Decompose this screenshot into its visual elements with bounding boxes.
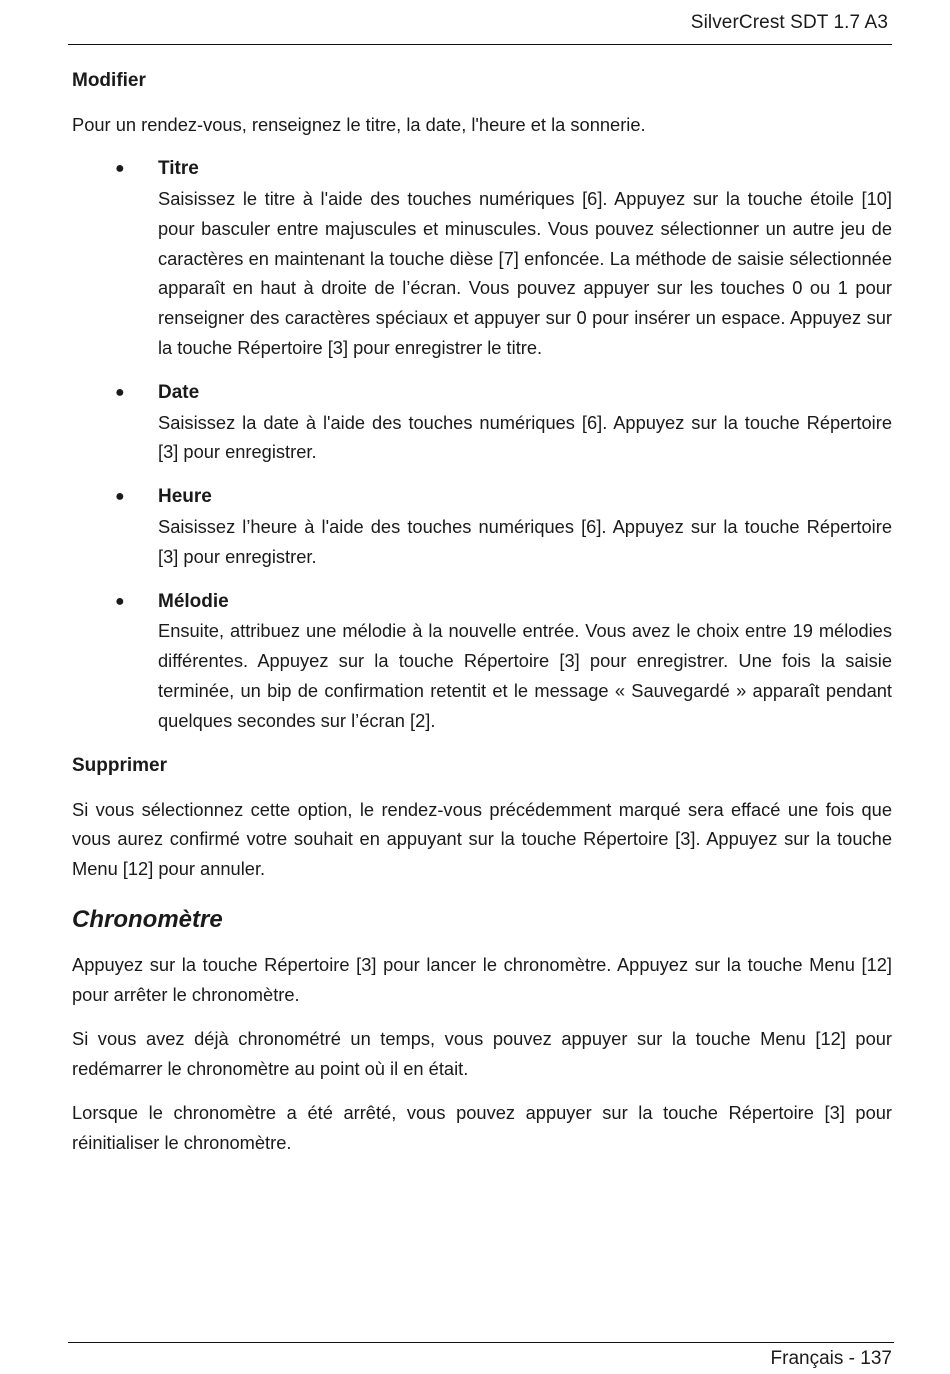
bullet-text: Saisissez la date à l'aide des touches numériques [6]. Appuyez sur la touche Répertoire [3] pour enregistrer. xyxy=(158,411,892,463)
chronometre-paragraph: Si vous avez déjà chronométré un temps, vous pouvez appuyer sur la touche Menu [12] pour redémarrer le chronomètre au point où il en était. xyxy=(72,1028,892,1079)
bullet-item-melodie xyxy=(72,587,892,736)
page-content xyxy=(72,66,892,1172)
bullet-title: Date xyxy=(158,381,200,403)
modifier-heading: Modifier xyxy=(72,70,146,91)
chronometre-paragraph: Appuyez sur la touche Répertoire [3] pour lancer le chronomètre. Appuyez sur la touche Menu [12] pour arrêter le chronomètre. xyxy=(72,954,892,1005)
page-footer-label: Français - 137 xyxy=(770,1348,892,1369)
bullet-icon: ● xyxy=(115,160,125,178)
footer-divider xyxy=(68,1342,894,1343)
page-header-title: SilverCrest SDT 1.7 A3 xyxy=(690,12,888,33)
bullet-text: Saisissez le titre à l'aide des touches numériques [6]. Appuyez sur la touche étoile [10] pour basculer entre majuscules et minuscules. Vous pouvez sélectionner un autre jeu de caractères en maintenant la touche dièse [7] enfoncée. La méthode de saisie sélectionnée apparaît en haut à droite de l’écran. Vous pouvez appuyer sur les touches 0 ou 1 pour renseigner des caractères spéciaux et appuyer sur 0 pour insérer un espace. Appuyez sur la touche Répertoire [3] pour enregistrer le titre. xyxy=(158,188,892,359)
bullet-icon: ● xyxy=(115,592,125,610)
chronometre-heading: Chronomètre xyxy=(72,906,223,934)
bullet-item-heure xyxy=(72,482,892,571)
bullet-text: Ensuite, attribuez une mélodie à la nouvelle entrée. Vous avez le choix entre 19 mélodies différentes. Appuyez sur la touche Répertoire [3] pour enregistrer. Une fois la saisie terminée, un bip de confirmation retentit et le message « Sauvegardé » apparaît pendant quelques secondes sur l’écran [2]. xyxy=(158,620,892,731)
bullet-title: Titre xyxy=(158,158,199,180)
modifier-intro: Pour un rendez-vous, renseignez le titre, la date, l'heure et la sonnerie. xyxy=(72,114,646,135)
chronometre-paragraph: Lorsque le chronomètre a été arrêté, vous pouvez appuyer sur la touche Répertoire [3] pour réinitialiser le chronomètre. xyxy=(72,1102,892,1154)
bullet-item-date xyxy=(72,378,892,467)
bullet-title: Mélodie xyxy=(158,590,229,612)
bullet-item-titre xyxy=(72,154,892,363)
header-divider xyxy=(68,44,892,45)
supprimer-text: Si vous sélectionnez cette option, le rendez-vous précédemment marqué sera effacé une fois que vous aurez confirmé votre souhait en appuyant sur la touche Répertoire [3]. Appuyez sur la touche Menu [12] pour annuler. xyxy=(72,798,892,880)
bullet-text: Saisissez l’heure à l'aide des touches numériques [6]. Appuyez sur la touche Répertoire [3] pour enregistrer. xyxy=(158,516,892,567)
bullet-icon: ● xyxy=(115,488,125,506)
supprimer-heading: Supprimer xyxy=(72,754,168,776)
bullet-title: Heure xyxy=(158,486,212,508)
bullet-icon: ● xyxy=(115,383,125,401)
